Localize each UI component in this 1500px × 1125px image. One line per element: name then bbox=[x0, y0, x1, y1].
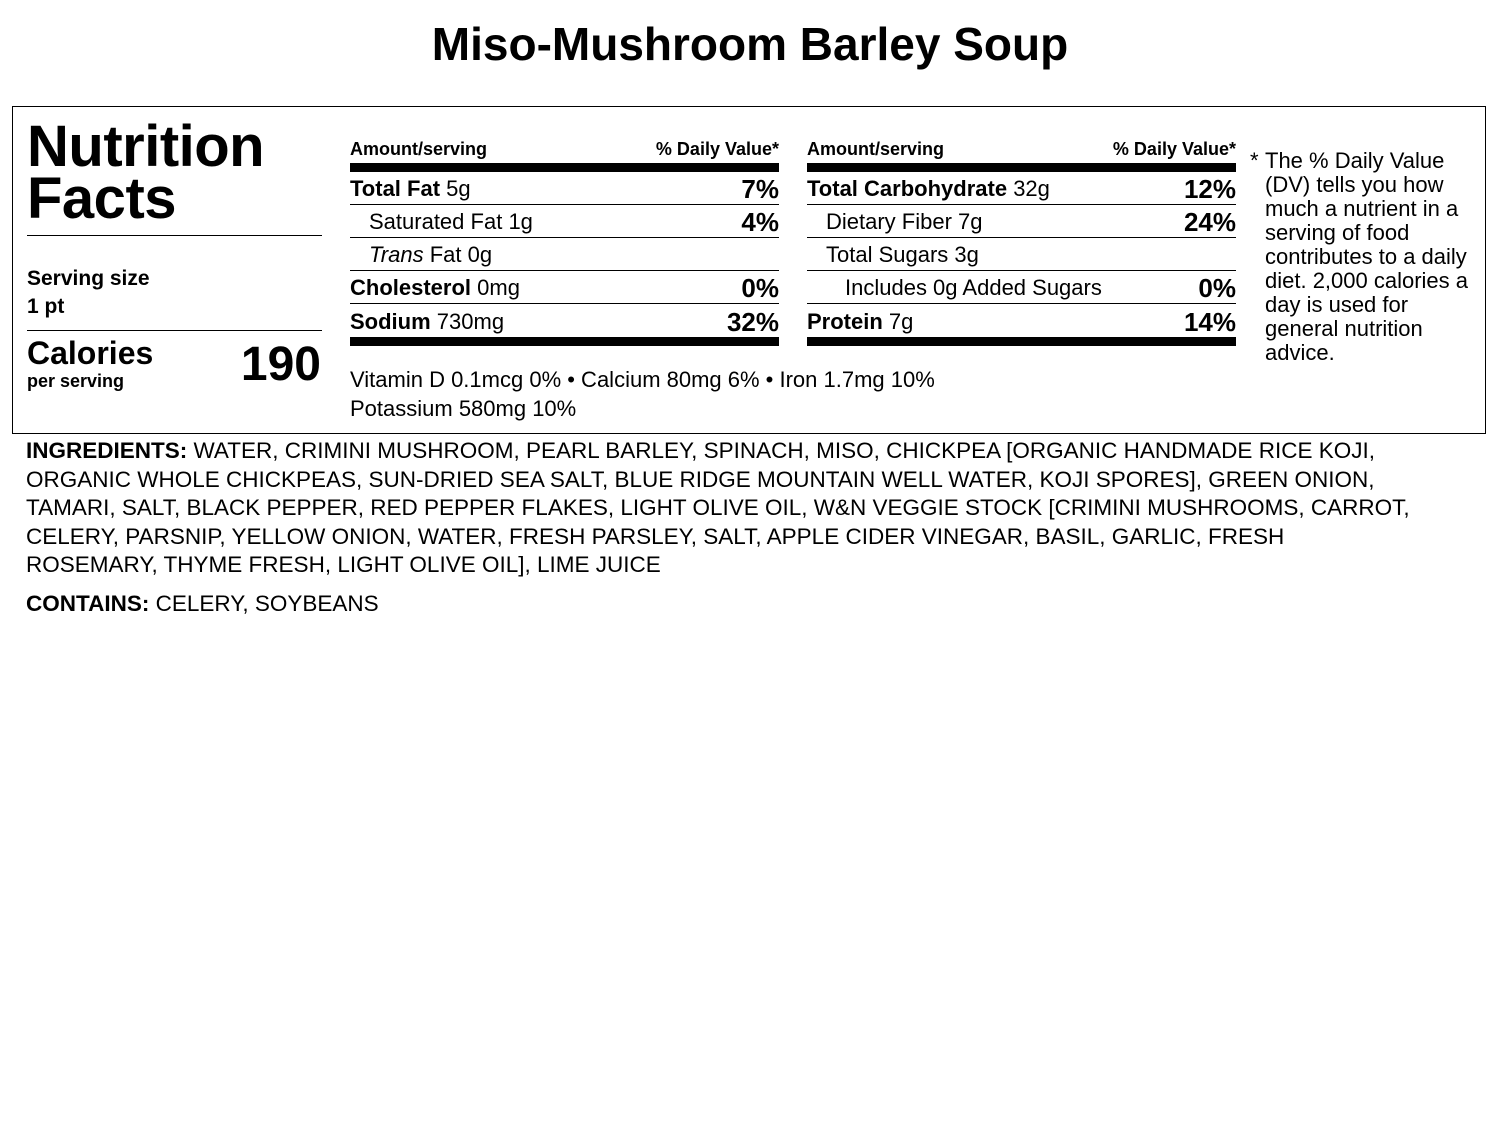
nutrient-dv: 0% bbox=[741, 273, 779, 303]
amount-header: Amount/serving bbox=[807, 139, 945, 159]
contains-text: CELERY, SOYBEANS bbox=[155, 591, 379, 616]
ingredients-label: INGREDIENTS: bbox=[26, 438, 188, 463]
heading-line-2: Facts bbox=[27, 166, 177, 231]
nutrient-amount: 7g bbox=[958, 209, 983, 234]
nutrient-amount: 0g bbox=[467, 242, 493, 267]
row-total-fat bbox=[350, 172, 779, 205]
heading-line-1: Nutrition bbox=[27, 114, 265, 179]
serving-divider bbox=[27, 330, 322, 331]
nutrient-dv: 0% bbox=[1198, 273, 1236, 303]
nutrient-name: Total Sugars bbox=[826, 242, 949, 267]
nutrition-facts-panel bbox=[12, 106, 1486, 434]
nutrient-name: Dietary Fiber bbox=[826, 209, 952, 234]
row-total-sugars bbox=[807, 238, 1236, 271]
vitamins-line-2: Potassium 580mg 10% bbox=[350, 396, 577, 421]
nutrient-dv: 32% bbox=[726, 307, 779, 337]
footnote-asterisk: * bbox=[1250, 148, 1259, 173]
calories-value: 190 bbox=[240, 338, 321, 391]
row-saturated-fat bbox=[350, 205, 779, 238]
nutrient-dv: 24% bbox=[1183, 207, 1236, 237]
nutrient-table-left bbox=[350, 135, 779, 346]
row-total-carbohydrate bbox=[807, 172, 1236, 205]
nutrient-amount: 1g bbox=[508, 209, 533, 234]
serving-size-value: 1 pt bbox=[27, 295, 65, 318]
nutrient-table-right bbox=[807, 135, 1236, 346]
nutrition-facts-heading bbox=[27, 114, 327, 231]
dv-header: % Daily Value* bbox=[1112, 139, 1236, 159]
row-added-sugars bbox=[807, 271, 1236, 304]
row-cholesterol bbox=[350, 271, 779, 304]
nutrient-name: Cholesterol bbox=[350, 275, 472, 300]
nutrient-name: Includes 0g Added Sugars bbox=[845, 275, 1102, 300]
table-header bbox=[807, 135, 1236, 163]
nutrient-name: Fat bbox=[429, 242, 462, 267]
dv-header: % Daily Value* bbox=[655, 139, 779, 159]
page-title: Miso-Mushroom Barley Soup bbox=[431, 18, 1069, 70]
footnote-text: The % Daily Value (DV) tells you how much a nutrient in a serving of food contributes to a daily diet. 2,000 calories a day is used for general nutrition advice. bbox=[1265, 148, 1469, 365]
nutrient-dv: 4% bbox=[741, 207, 779, 237]
nutrient-amount: 0mg bbox=[477, 275, 520, 300]
nutrient-name: Saturated Fat bbox=[369, 209, 503, 234]
row-trans-fat bbox=[350, 238, 779, 271]
heading-divider bbox=[27, 235, 322, 236]
nutrient-amount: 32g bbox=[1013, 176, 1050, 201]
ingredients-text: WATER, CRIMINI MUSHROOM, PEARL BARLEY, SPINACH, MISO, CHICKPEA [ORGANIC HANDMADE RICE KOJI, ORGANIC WHOLE CHICKPEAS, SUN-DRIED SEA SALT, BLUE RIDGE MOUNTAIN WELL WATER, KOJI SPORES], GREEN ONION, TAMARI, SALT, BLACK PEPPER, RED PEPPER FLAKES, LIGHT OLIVE OIL, W&N VEGGIE STOCK [CRIMINI MUSHROOMS, CARROT, CELERY, PARSNIP, YELLOW ONION, WATER, FRESH PARSLEY, SALT, APPLE CIDER VINEGAR, BASIL, GARLIC, FRESH ROSEMARY, THYME FRESH, LIGHT OLIVE OIL], LIME JUICE bbox=[26, 438, 1410, 577]
row-protein bbox=[807, 304, 1236, 337]
nutrient-name: Total Carbohydrate bbox=[807, 176, 1008, 201]
amount-header: Amount/serving bbox=[350, 139, 488, 159]
nutrient-name: Total Fat bbox=[350, 176, 441, 201]
nutrient-name: Protein bbox=[807, 309, 883, 334]
thick-bar-top bbox=[350, 163, 779, 172]
calories-per-serving: per serving bbox=[27, 371, 125, 391]
nutrient-name-italic: Trans bbox=[369, 242, 424, 267]
row-dietary-fiber bbox=[807, 205, 1236, 238]
thick-bar-bottom bbox=[807, 337, 1236, 346]
serving-size-label: Serving size bbox=[27, 267, 150, 290]
nutrient-amount: 7g bbox=[888, 309, 914, 334]
nutrient-amount: 730mg bbox=[436, 309, 505, 334]
nutrient-dv: 14% bbox=[1183, 307, 1236, 337]
vitamins-minerals bbox=[350, 365, 935, 423]
nutrient-dv: 12% bbox=[1183, 174, 1236, 204]
table-header bbox=[350, 135, 779, 163]
row-sodium bbox=[350, 304, 779, 337]
daily-value-footnote bbox=[1250, 149, 1475, 365]
ingredients-statement bbox=[26, 437, 1416, 580]
thick-bar-top bbox=[807, 163, 1236, 172]
nutrient-amount: 5g bbox=[446, 176, 471, 201]
nutrient-amount: 3g bbox=[954, 242, 979, 267]
nutrient-name: Sodium bbox=[350, 309, 431, 334]
vitamins-line-1: Vitamin D 0.1mcg 0% • Calcium 80mg 6% • Iron 1.7mg 10% bbox=[350, 367, 935, 392]
contains-label: CONTAINS: bbox=[26, 591, 150, 616]
nutrient-dv: 7% bbox=[741, 174, 779, 204]
allergen-statement bbox=[26, 590, 379, 618]
thick-bar-bottom bbox=[350, 337, 779, 346]
calories-label: Calories bbox=[27, 335, 154, 371]
